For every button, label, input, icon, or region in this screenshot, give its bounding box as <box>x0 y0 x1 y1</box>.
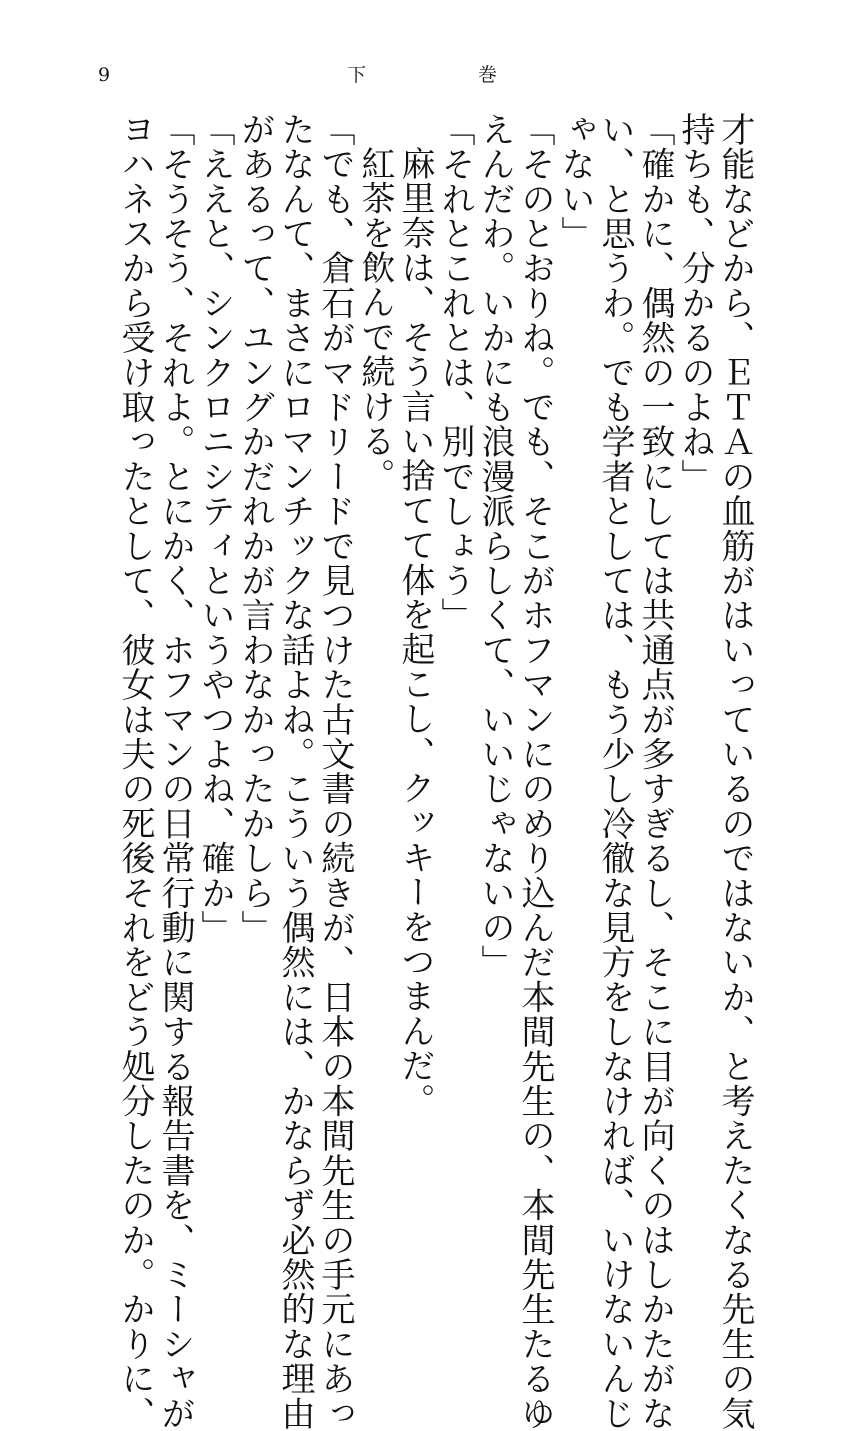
text-column: い、と思うわ。でも学者としては、もう少し冷徹な見方をしなければ、いけないんじ <box>595 112 635 1431</box>
text-column: 才能などから、ＥＴＡの血筋がはいっているのではないか、と考えたくなる先生の気 <box>715 112 755 1431</box>
text-column: 「ええと、シンクロニシティというやつよね、確か」 <box>195 112 235 945</box>
text-column: 「そうそう、それよ。とにかく、ホフマンの日常行動に関する報告書を、ミーシャが <box>155 112 195 1431</box>
novel-body-text <box>95 112 755 1431</box>
text-column: たなんて、まさにロマンチックな話よね。こういう偶然には、かならず必然的な理由 <box>275 112 315 1431</box>
text-column: 「でも、倉石がマドリードで見つけた古文書の続きが、日本の本間先生の手元にあっ <box>315 112 355 1431</box>
text-column: があるって、ユングかだれかが言わなかったかしら」 <box>235 112 275 945</box>
text-column: 「そのとおりね。でも、そこがホフマンにのめり込んだ本間先生の、本間先生たるゆ <box>515 112 555 1431</box>
text-column: 持ちも、分かるのよね」 <box>675 112 715 494</box>
text-column: 「確かに、偶然の一致にしては共通点が多すぎるし、そこに目が向くのはしかたがな <box>635 112 675 1431</box>
text-column: えんだわ。いかにも浪漫派らしくて、いいじゃないの」 <box>475 112 515 980</box>
text-column: ヨハネスから受け取ったとして、彼女は夫の死後それをどう処分したのか。かりに、 <box>115 112 155 1431</box>
text-column: 紅茶を飲んで続ける。 <box>355 146 395 493</box>
running-head-volume-char-1: 下 <box>347 64 367 86</box>
running-head-volume-char-2: 巻 <box>478 64 498 86</box>
page-number: 9 <box>98 64 111 86</box>
text-column: ゃない」 <box>555 112 595 251</box>
text-column: 「それとこれとは、別でしょう」 <box>435 112 475 633</box>
text-column: 麻里奈は、そう言い捨てて体を起こし、クッキーをつまんだ。 <box>395 146 435 1118</box>
